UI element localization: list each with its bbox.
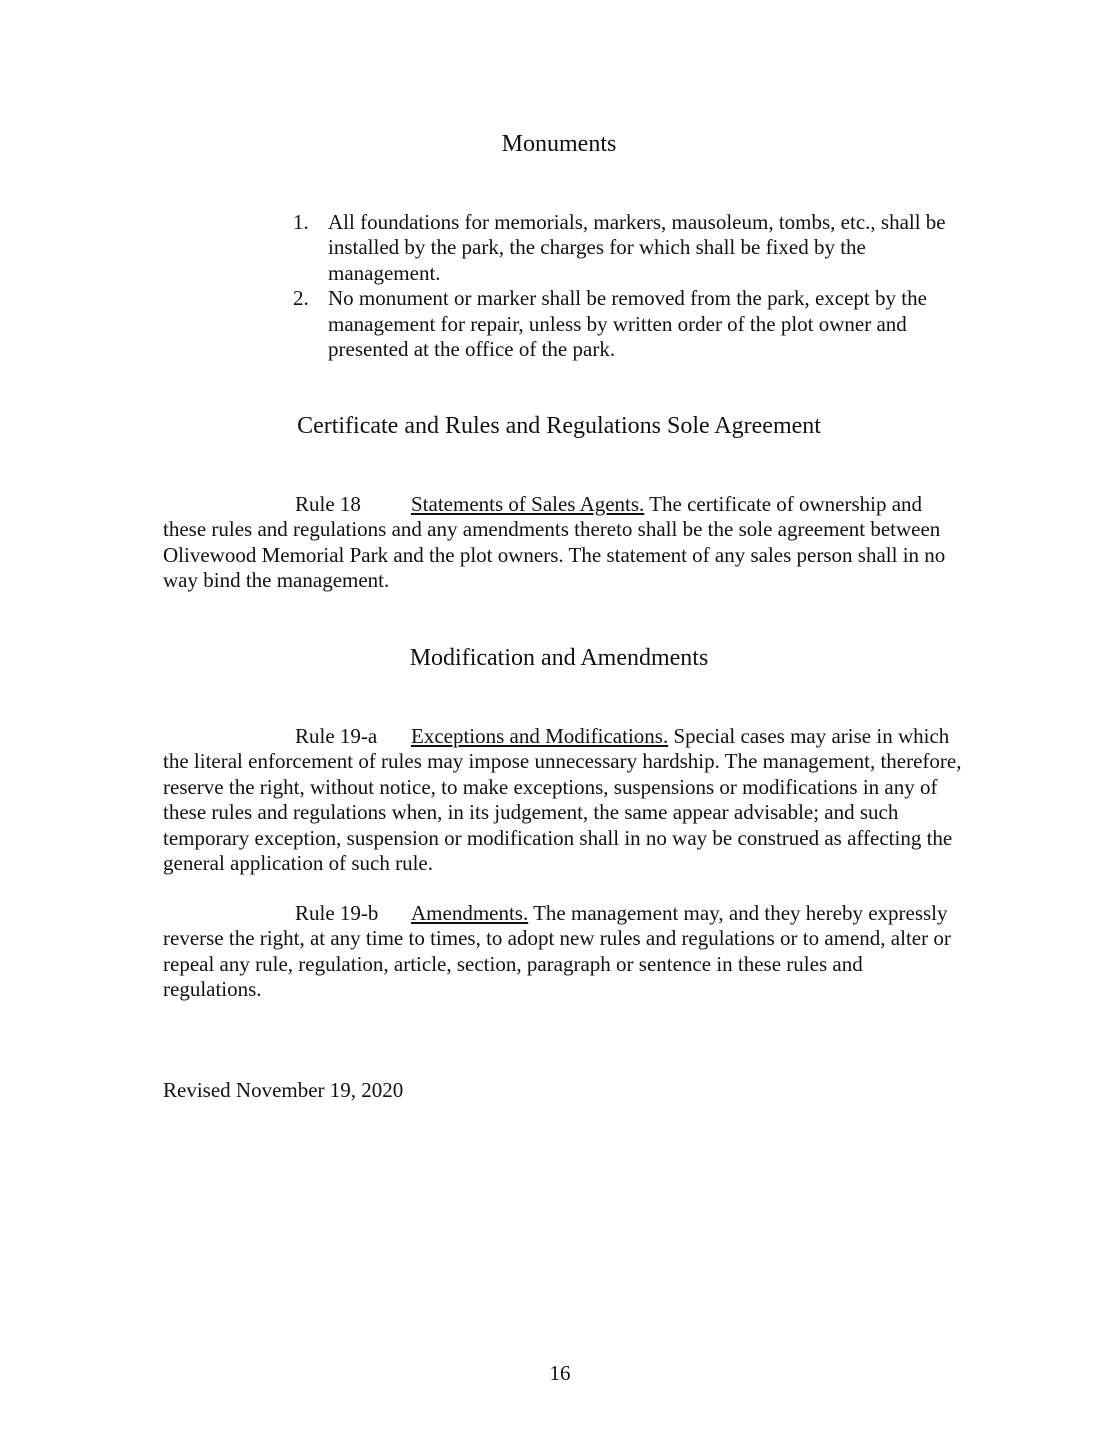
rule-18-paragraph — [163, 492, 963, 594]
page-number: 16 — [549, 1361, 571, 1385]
rule-text: The management may, and they hereby expressly reverse the right, at any time to times, to adopt new rules and regulations or to amend, alter or repeal any rule, regulation, article, section, paragraph or sentence in these rules and regulations. — [163, 901, 951, 1002]
rule-title: Amendments. — [411, 901, 529, 925]
list-item-number: 1. — [293, 210, 309, 234]
monuments-list — [290, 210, 970, 362]
modification-heading: Modification and Amendments — [409, 645, 709, 671]
certificate-heading: Certificate and Rules and Regulations Sole Agreement — [297, 413, 821, 439]
rule-19a-paragraph — [163, 724, 963, 876]
rule-text: The certificate of ownership and these rules and regulations and any amendments thereto shall be the sole agreement between Olivewood Memorial Park and the plot owners. The statement of any sales person shall in no way bind the management. — [163, 492, 946, 593]
rule-number: Rule 19-a — [295, 724, 378, 748]
monuments-heading: Monuments — [501, 131, 617, 157]
rule-number: Rule 18 — [295, 492, 361, 516]
list-item — [290, 210, 970, 286]
list-item-number: 2. — [293, 286, 309, 311]
rule-title: Exceptions and Modifications. — [411, 724, 669, 748]
rule-title: Statements of Sales Agents. — [411, 492, 645, 516]
rule-number: Rule 19-b — [295, 901, 379, 925]
rule-19b-paragraph — [163, 901, 963, 1003]
list-item-text: All foundations for memorials, markers, mausoleum, tombs, etc., shall be installed by the park, the charges for which shall be fixed by the management. — [328, 210, 946, 285]
revision-date: Revised November 19, 2020 — [163, 1078, 404, 1102]
list-item-text: No monument or marker shall be removed from the park, except by the management for repair, unless by written order of the plot owner and presented at the office of the park. — [328, 286, 927, 362]
rule-text: Special cases may arise in which the literal enforcement of rules may impose unnecessary hardship. The management, therefore, reserve the right, without notice, to make exceptions, suspensions or modifications in any of these rules and regulations when, in its judgement, the same appear advisable; and such temporary exception, suspension or modification shall in no way be construed as affecting the general application of such rule. — [163, 724, 962, 876]
list-item — [290, 286, 970, 362]
